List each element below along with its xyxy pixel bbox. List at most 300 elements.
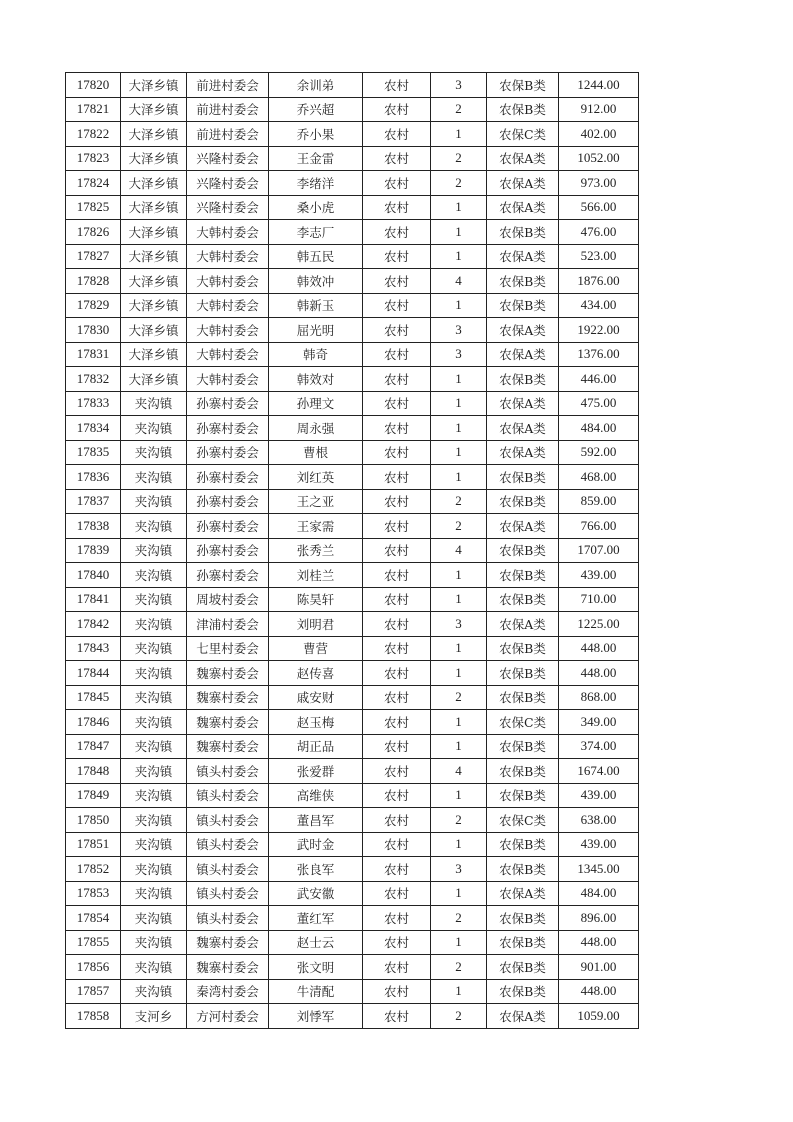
person-name-cell: 武安徽: [269, 881, 363, 906]
record-id-cell: 17838: [66, 514, 121, 539]
household-size-cell: 2: [431, 97, 487, 122]
record-id-cell: 17829: [66, 293, 121, 318]
amount-cell: 896.00: [559, 906, 639, 931]
household-size-cell: 1: [431, 244, 487, 269]
insurance-category-cell: 农保A类: [487, 171, 559, 196]
township-cell: 大泽乡镇: [121, 97, 187, 122]
record-id-cell: 17836: [66, 465, 121, 490]
amount-cell: 1345.00: [559, 857, 639, 882]
table-row: [66, 122, 639, 147]
table-row: [66, 318, 639, 343]
amount-cell: 1244.00: [559, 73, 639, 98]
record-id-cell: 17858: [66, 1004, 121, 1029]
residence-type-cell: 农村: [363, 244, 431, 269]
person-name-cell: 赵玉梅: [269, 710, 363, 735]
record-id-cell: 17823: [66, 146, 121, 171]
table-row: [66, 391, 639, 416]
person-name-cell: 周永强: [269, 416, 363, 441]
township-cell: 大泽乡镇: [121, 122, 187, 147]
village-committee-cell: 七里村委会: [187, 636, 269, 661]
table-row: [66, 857, 639, 882]
household-size-cell: 2: [431, 514, 487, 539]
residence-type-cell: 农村: [363, 979, 431, 1004]
residence-type-cell: 农村: [363, 587, 431, 612]
village-committee-cell: 大韩村委会: [187, 293, 269, 318]
household-size-cell: 1: [431, 783, 487, 808]
amount-cell: 439.00: [559, 783, 639, 808]
village-committee-cell: 魏寨村委会: [187, 661, 269, 686]
household-size-cell: 1: [431, 563, 487, 588]
insurance-category-cell: 农保A类: [487, 612, 559, 637]
insurance-category-cell: 农保B类: [487, 783, 559, 808]
table-row: [66, 979, 639, 1004]
village-committee-cell: 镇头村委会: [187, 783, 269, 808]
village-committee-cell: 兴隆村委会: [187, 146, 269, 171]
residence-type-cell: 农村: [363, 661, 431, 686]
household-size-cell: 1: [431, 881, 487, 906]
insurance-category-cell: 农保B类: [487, 367, 559, 392]
amount-cell: 566.00: [559, 195, 639, 220]
township-cell: 大泽乡镇: [121, 220, 187, 245]
record-id-cell: 17842: [66, 612, 121, 637]
person-name-cell: 韩效对: [269, 367, 363, 392]
township-cell: 夹沟镇: [121, 857, 187, 882]
amount-cell: 374.00: [559, 734, 639, 759]
amount-cell: 1876.00: [559, 269, 639, 294]
township-cell: 大泽乡镇: [121, 318, 187, 343]
amount-cell: 901.00: [559, 955, 639, 980]
household-size-cell: 1: [431, 195, 487, 220]
record-id-cell: 17825: [66, 195, 121, 220]
residence-type-cell: 农村: [363, 489, 431, 514]
insurance-category-cell: 农保B类: [487, 661, 559, 686]
household-size-cell: 2: [431, 146, 487, 171]
household-size-cell: 4: [431, 538, 487, 563]
township-cell: 夹沟镇: [121, 563, 187, 588]
table-row: [66, 146, 639, 171]
amount-cell: 402.00: [559, 122, 639, 147]
township-cell: 大泽乡镇: [121, 171, 187, 196]
township-cell: 大泽乡镇: [121, 269, 187, 294]
person-name-cell: 董昌军: [269, 808, 363, 833]
household-size-cell: 1: [431, 734, 487, 759]
amount-cell: 439.00: [559, 832, 639, 857]
insurance-category-cell: 农保B类: [487, 857, 559, 882]
record-id-cell: 17826: [66, 220, 121, 245]
record-id-cell: 17853: [66, 881, 121, 906]
amount-cell: 484.00: [559, 416, 639, 441]
person-name-cell: 张良军: [269, 857, 363, 882]
amount-cell: 1707.00: [559, 538, 639, 563]
insurance-category-cell: 农保A类: [487, 416, 559, 441]
table-row: [66, 220, 639, 245]
insurance-category-cell: 农保B类: [487, 759, 559, 784]
amount-cell: 1059.00: [559, 1004, 639, 1029]
amount-cell: 973.00: [559, 171, 639, 196]
amount-cell: 448.00: [559, 661, 639, 686]
amount-cell: 1376.00: [559, 342, 639, 367]
record-id-cell: 17845: [66, 685, 121, 710]
residence-type-cell: 农村: [363, 391, 431, 416]
village-committee-cell: 镇头村委会: [187, 759, 269, 784]
village-committee-cell: 大韩村委会: [187, 269, 269, 294]
amount-cell: 446.00: [559, 367, 639, 392]
village-committee-cell: 镇头村委会: [187, 906, 269, 931]
household-size-cell: 3: [431, 318, 487, 343]
village-committee-cell: 大韩村委会: [187, 342, 269, 367]
household-size-cell: 1: [431, 122, 487, 147]
insurance-category-cell: 农保B类: [487, 930, 559, 955]
township-cell: 夹沟镇: [121, 514, 187, 539]
village-committee-cell: 孙寨村委会: [187, 563, 269, 588]
residence-type-cell: 农村: [363, 146, 431, 171]
insurance-category-cell: 农保B类: [487, 73, 559, 98]
amount-cell: 638.00: [559, 808, 639, 833]
amount-cell: 475.00: [559, 391, 639, 416]
household-size-cell: 4: [431, 759, 487, 784]
person-name-cell: 曹根: [269, 440, 363, 465]
household-size-cell: 1: [431, 979, 487, 1004]
insurance-category-cell: 农保C类: [487, 808, 559, 833]
village-committee-cell: 镇头村委会: [187, 857, 269, 882]
residence-type-cell: 农村: [363, 636, 431, 661]
household-size-cell: 1: [431, 710, 487, 735]
village-committee-cell: 前进村委会: [187, 122, 269, 147]
township-cell: 大泽乡镇: [121, 293, 187, 318]
village-committee-cell: 孙寨村委会: [187, 416, 269, 441]
table-row: [66, 293, 639, 318]
table-row: [66, 489, 639, 514]
township-cell: 夹沟镇: [121, 489, 187, 514]
table-row: [66, 342, 639, 367]
insurance-category-cell: 农保B类: [487, 293, 559, 318]
township-cell: 夹沟镇: [121, 979, 187, 1004]
table-row: [66, 832, 639, 857]
table-row: [66, 783, 639, 808]
person-name-cell: 韩新玉: [269, 293, 363, 318]
person-name-cell: 董红军: [269, 906, 363, 931]
insurance-category-cell: 农保A类: [487, 342, 559, 367]
record-id-cell: 17843: [66, 636, 121, 661]
record-id-cell: 17822: [66, 122, 121, 147]
insurance-category-cell: 农保B类: [487, 832, 559, 857]
person-name-cell: 孙理文: [269, 391, 363, 416]
amount-cell: 448.00: [559, 930, 639, 955]
residence-type-cell: 农村: [363, 440, 431, 465]
insurance-category-cell: 农保B类: [487, 636, 559, 661]
table-row: [66, 930, 639, 955]
record-id-cell: 17834: [66, 416, 121, 441]
township-cell: 夹沟镇: [121, 832, 187, 857]
village-committee-cell: 兴隆村委会: [187, 171, 269, 196]
table-row: [66, 808, 639, 833]
record-id-cell: 17824: [66, 171, 121, 196]
person-name-cell: 王金雷: [269, 146, 363, 171]
village-committee-cell: 魏寨村委会: [187, 955, 269, 980]
record-id-cell: 17832: [66, 367, 121, 392]
amount-cell: 766.00: [559, 514, 639, 539]
residence-type-cell: 农村: [363, 930, 431, 955]
amount-cell: 523.00: [559, 244, 639, 269]
record-id-cell: 17830: [66, 318, 121, 343]
residence-type-cell: 农村: [363, 416, 431, 441]
township-cell: 夹沟镇: [121, 612, 187, 637]
table-row: [66, 955, 639, 980]
residence-type-cell: 农村: [363, 881, 431, 906]
insurance-category-cell: 农保B类: [487, 906, 559, 931]
insurance-category-cell: 农保A类: [487, 440, 559, 465]
township-cell: 夹沟镇: [121, 440, 187, 465]
person-name-cell: 刘红英: [269, 465, 363, 490]
household-subsidy-table: [65, 72, 639, 1029]
table-row: [66, 538, 639, 563]
village-committee-cell: 兴隆村委会: [187, 195, 269, 220]
amount-cell: 448.00: [559, 636, 639, 661]
village-committee-cell: 镇头村委会: [187, 808, 269, 833]
amount-cell: 1225.00: [559, 612, 639, 637]
insurance-category-cell: 农保B类: [487, 734, 559, 759]
insurance-category-cell: 农保A类: [487, 318, 559, 343]
person-name-cell: 刘悸军: [269, 1004, 363, 1029]
table-row: [66, 465, 639, 490]
residence-type-cell: 农村: [363, 734, 431, 759]
village-committee-cell: 魏寨村委会: [187, 734, 269, 759]
record-id-cell: 17841: [66, 587, 121, 612]
household-size-cell: 1: [431, 440, 487, 465]
household-size-cell: 1: [431, 661, 487, 686]
amount-cell: 476.00: [559, 220, 639, 245]
table-row: [66, 195, 639, 220]
insurance-category-cell: 农保B类: [487, 955, 559, 980]
village-committee-cell: 魏寨村委会: [187, 930, 269, 955]
insurance-category-cell: 农保A类: [487, 146, 559, 171]
township-cell: 夹沟镇: [121, 538, 187, 563]
residence-type-cell: 农村: [363, 710, 431, 735]
table-row: [66, 710, 639, 735]
village-committee-cell: 大韩村委会: [187, 318, 269, 343]
record-id-cell: 17852: [66, 857, 121, 882]
residence-type-cell: 农村: [363, 73, 431, 98]
township-cell: 夹沟镇: [121, 465, 187, 490]
household-size-cell: 1: [431, 293, 487, 318]
person-name-cell: 胡正品: [269, 734, 363, 759]
amount-cell: 1922.00: [559, 318, 639, 343]
township-cell: 夹沟镇: [121, 685, 187, 710]
household-size-cell: 2: [431, 906, 487, 931]
insurance-category-cell: 农保B类: [487, 563, 559, 588]
insurance-category-cell: 农保A类: [487, 881, 559, 906]
person-name-cell: 高维侠: [269, 783, 363, 808]
table-row: [66, 514, 639, 539]
residence-type-cell: 农村: [363, 1004, 431, 1029]
insurance-category-cell: 农保B类: [487, 97, 559, 122]
township-cell: 夹沟镇: [121, 759, 187, 784]
residence-type-cell: 农村: [363, 538, 431, 563]
person-name-cell: 张爱群: [269, 759, 363, 784]
township-cell: 大泽乡镇: [121, 367, 187, 392]
residence-type-cell: 农村: [363, 293, 431, 318]
residence-type-cell: 农村: [363, 759, 431, 784]
record-id-cell: 17827: [66, 244, 121, 269]
insurance-category-cell: 农保B类: [487, 489, 559, 514]
person-name-cell: 桑小虎: [269, 195, 363, 220]
village-committee-cell: 镇头村委会: [187, 832, 269, 857]
insurance-category-cell: 农保C类: [487, 122, 559, 147]
person-name-cell: 韩五民: [269, 244, 363, 269]
township-cell: 夹沟镇: [121, 587, 187, 612]
village-committee-cell: 魏寨村委会: [187, 710, 269, 735]
township-cell: 夹沟镇: [121, 734, 187, 759]
insurance-category-cell: 农保B类: [487, 685, 559, 710]
amount-cell: 859.00: [559, 489, 639, 514]
household-size-cell: 2: [431, 171, 487, 196]
amount-cell: 349.00: [559, 710, 639, 735]
insurance-category-cell: 农保B类: [487, 538, 559, 563]
township-cell: 夹沟镇: [121, 955, 187, 980]
table-row: [66, 171, 639, 196]
village-committee-cell: 孙寨村委会: [187, 489, 269, 514]
village-committee-cell: 方河村委会: [187, 1004, 269, 1029]
household-size-cell: 1: [431, 367, 487, 392]
record-id-cell: 17856: [66, 955, 121, 980]
person-name-cell: 李绪洋: [269, 171, 363, 196]
person-name-cell: 韩奇: [269, 342, 363, 367]
township-cell: 支河乡: [121, 1004, 187, 1029]
village-committee-cell: 孙寨村委会: [187, 391, 269, 416]
household-size-cell: 1: [431, 587, 487, 612]
record-id-cell: 17851: [66, 832, 121, 857]
village-committee-cell: 孙寨村委会: [187, 465, 269, 490]
record-id-cell: 17855: [66, 930, 121, 955]
record-id-cell: 17835: [66, 440, 121, 465]
table-row: [66, 97, 639, 122]
table-row: [66, 612, 639, 637]
township-cell: 夹沟镇: [121, 636, 187, 661]
table-row: [66, 661, 639, 686]
table-row: [66, 367, 639, 392]
household-size-cell: 4: [431, 269, 487, 294]
person-name-cell: 刘明君: [269, 612, 363, 637]
amount-cell: 448.00: [559, 979, 639, 1004]
table-row: [66, 269, 639, 294]
township-cell: 夹沟镇: [121, 808, 187, 833]
table-row: [66, 1004, 639, 1029]
table-row: [66, 759, 639, 784]
table-row: [66, 734, 639, 759]
person-name-cell: 乔兴超: [269, 97, 363, 122]
residence-type-cell: 农村: [363, 783, 431, 808]
record-id-cell: 17833: [66, 391, 121, 416]
insurance-category-cell: 农保A类: [487, 391, 559, 416]
village-committee-cell: 大韩村委会: [187, 367, 269, 392]
household-size-cell: 2: [431, 685, 487, 710]
residence-type-cell: 农村: [363, 269, 431, 294]
village-committee-cell: 大韩村委会: [187, 244, 269, 269]
residence-type-cell: 农村: [363, 342, 431, 367]
person-name-cell: 张文明: [269, 955, 363, 980]
person-name-cell: 陈昊轩: [269, 587, 363, 612]
household-size-cell: 1: [431, 416, 487, 441]
person-name-cell: 戚安财: [269, 685, 363, 710]
village-committee-cell: 孙寨村委会: [187, 538, 269, 563]
amount-cell: 868.00: [559, 685, 639, 710]
residence-type-cell: 农村: [363, 97, 431, 122]
village-committee-cell: 前进村委会: [187, 73, 269, 98]
record-id-cell: 17831: [66, 342, 121, 367]
township-cell: 夹沟镇: [121, 783, 187, 808]
township-cell: 夹沟镇: [121, 881, 187, 906]
table-row: [66, 440, 639, 465]
insurance-category-cell: 农保A类: [487, 195, 559, 220]
residence-type-cell: 农村: [363, 367, 431, 392]
record-id-cell: 17857: [66, 979, 121, 1004]
insurance-category-cell: 农保C类: [487, 710, 559, 735]
township-cell: 大泽乡镇: [121, 146, 187, 171]
residence-type-cell: 农村: [363, 832, 431, 857]
insurance-category-cell: 农保A类: [487, 1004, 559, 1029]
insurance-category-cell: 农保B类: [487, 587, 559, 612]
household-size-cell: 2: [431, 1004, 487, 1029]
person-name-cell: 赵传喜: [269, 661, 363, 686]
person-name-cell: 张秀兰: [269, 538, 363, 563]
residence-type-cell: 农村: [363, 171, 431, 196]
insurance-category-cell: 农保B类: [487, 269, 559, 294]
residence-type-cell: 农村: [363, 318, 431, 343]
residence-type-cell: 农村: [363, 220, 431, 245]
amount-cell: 592.00: [559, 440, 639, 465]
township-cell: 夹沟镇: [121, 391, 187, 416]
household-size-cell: 1: [431, 636, 487, 661]
township-cell: 夹沟镇: [121, 661, 187, 686]
village-committee-cell: 镇头村委会: [187, 881, 269, 906]
person-name-cell: 牛清配: [269, 979, 363, 1004]
record-id-cell: 17839: [66, 538, 121, 563]
record-id-cell: 17848: [66, 759, 121, 784]
village-committee-cell: 孙寨村委会: [187, 514, 269, 539]
village-committee-cell: 大韩村委会: [187, 220, 269, 245]
residence-type-cell: 农村: [363, 563, 431, 588]
table-row: [66, 416, 639, 441]
person-name-cell: 余训弟: [269, 73, 363, 98]
amount-cell: 439.00: [559, 563, 639, 588]
table-row: [66, 636, 639, 661]
person-name-cell: 刘桂兰: [269, 563, 363, 588]
table-body: [66, 73, 639, 1029]
household-size-cell: 2: [431, 808, 487, 833]
record-id-cell: 17837: [66, 489, 121, 514]
record-id-cell: 17840: [66, 563, 121, 588]
record-id-cell: 17820: [66, 73, 121, 98]
table-row: [66, 244, 639, 269]
residence-type-cell: 农村: [363, 612, 431, 637]
household-size-cell: 1: [431, 220, 487, 245]
table-row: [66, 587, 639, 612]
residence-type-cell: 农村: [363, 808, 431, 833]
amount-cell: 434.00: [559, 293, 639, 318]
residence-type-cell: 农村: [363, 685, 431, 710]
amount-cell: 484.00: [559, 881, 639, 906]
amount-cell: 710.00: [559, 587, 639, 612]
table-row: [66, 73, 639, 98]
residence-type-cell: 农村: [363, 514, 431, 539]
township-cell: 夹沟镇: [121, 710, 187, 735]
table-row: [66, 881, 639, 906]
record-id-cell: 17828: [66, 269, 121, 294]
person-name-cell: 王之亚: [269, 489, 363, 514]
village-committee-cell: 津浦村委会: [187, 612, 269, 637]
person-name-cell: 武时金: [269, 832, 363, 857]
person-name-cell: 韩效冲: [269, 269, 363, 294]
